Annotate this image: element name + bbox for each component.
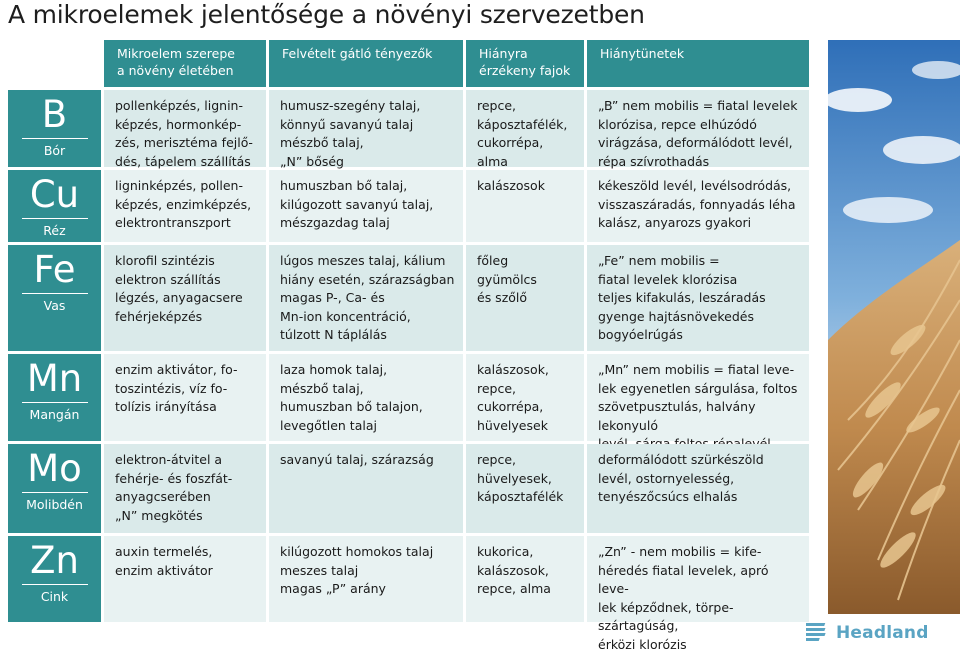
header-symptoms: Hiánytünetek xyxy=(587,40,809,87)
header-role: Mikroelem szerepe a növény életében xyxy=(104,40,266,87)
species-cell: kukorica, kalászosok, repce, alma xyxy=(466,536,584,622)
headland-logo-icon xyxy=(806,621,832,645)
species-cell: repce, káposztafélék, cukorrépa, alma xyxy=(466,90,584,167)
symptoms-cell: „Zn” - nem mobilis = kife- héredés fiatal levelek, apró leve- lek képződnek, törpe-szártagúság, érközi klorózis xyxy=(587,536,809,622)
element-symbol: Cu xyxy=(29,173,80,216)
element-symbol: Fe xyxy=(33,248,76,291)
inhibitors-cell: kilúgozott homokos talaj meszes talaj magas „P” arány xyxy=(269,536,463,622)
role-cell: enzim aktivátor, fo- toszintézis, víz fo- tolízis irányítása xyxy=(104,354,266,441)
role-cell: auxin termelés, enzim aktivátor xyxy=(104,536,266,622)
element-zinc xyxy=(8,536,101,622)
element-boron xyxy=(8,90,101,167)
element-symbol: Zn xyxy=(30,539,79,582)
symptoms-cell: deformálódott szürkészöld levél, ostornyelesség, tenyészőcsúcs elhalás xyxy=(587,444,809,533)
element-name: Réz xyxy=(43,223,66,238)
role-cell: pollenképzés, lignin- képzés, hormonkép- zés, merisztéma fejlő- dés, tápelem szállítás xyxy=(104,90,266,167)
divider xyxy=(22,402,88,403)
header-inhibitors: Felvételt gátló tényezők xyxy=(269,40,463,87)
inhibitors-cell: humusz-szegény talaj, könnyű savanyú talaj mészbő talaj, „N” bőség xyxy=(269,90,463,167)
symptoms-cell: „Mn” nem mobilis = fiatal leve- lek egyenetlen sárgulása, foltos szövetpusztulás, halvány lekonyuló xyxy=(587,354,809,441)
species-cell: főleg gyümölcs és szőlő xyxy=(466,245,584,351)
element-name: Vas xyxy=(43,298,66,313)
element-molybdenum xyxy=(8,444,101,533)
wheat-photo xyxy=(828,40,960,614)
header-corner xyxy=(8,40,101,87)
divider xyxy=(22,138,88,139)
element-iron xyxy=(8,245,101,351)
headland-logo xyxy=(806,621,929,645)
symptoms-cell: „B” nem mobilis = fiatal levelek klorózisa, repce elhúzódó virágzása, deformálódott levél, répa szívrothadás xyxy=(587,90,809,167)
element-name: Mangán xyxy=(29,407,80,422)
species-cell: repce, hüvelyesek, káposztafélék xyxy=(466,444,584,533)
element-symbol: Mn xyxy=(26,357,83,400)
species-cell: kalászosok xyxy=(466,170,584,242)
role-cell: elektron-átvitel a fehérje- és foszfát- anyagcserében „N” megkötés xyxy=(104,444,266,533)
element-copper xyxy=(8,170,101,242)
inhibitors-cell: savanyú talaj, szárazság xyxy=(269,444,463,533)
logo-text: Headland xyxy=(836,623,929,643)
header-species: Hiányra érzékeny fajok xyxy=(466,40,584,87)
wheat-illustration xyxy=(828,40,960,614)
element-name: Bór xyxy=(43,143,66,158)
element-symbol: Mo xyxy=(27,447,82,490)
inhibitors-cell: lúgos meszes talaj, kálium hiány esetén, szárazságban magas P-, Ca- és Mn-ion koncentráció, túlzott N táplálás xyxy=(269,245,463,351)
divider xyxy=(22,584,88,585)
element-name: Molibdén xyxy=(26,497,83,512)
element-symbol: B xyxy=(41,93,68,136)
divider xyxy=(22,218,88,219)
inhibitors-cell: humuszban bő talaj, kilúgozott savanyú talaj, mészgazdag talaj xyxy=(269,170,463,242)
role-cell: ligninképzés, pollen- képzés, enzimképzés, elektrontranszport xyxy=(104,170,266,242)
species-cell: kalászosok, repce, cukorrépa, hüvelyesek xyxy=(466,354,584,441)
divider xyxy=(22,492,88,493)
page-title: A mikroelemek jelentősége a növényi szervezetben xyxy=(8,0,645,29)
microelement-table xyxy=(8,40,809,652)
symptoms-cell: „Fe” nem mobilis = fiatal levelek klorózisa teljes kifakulás, leszáradás gyenge hajtásnövekedés bogyóelrúgás xyxy=(587,245,809,351)
element-name: Cink xyxy=(40,589,69,604)
divider xyxy=(22,293,88,294)
element-manganese xyxy=(8,354,101,441)
role-cell: klorofil szintézis elektron szállítás légzés, anyagacsere fehérjeképzés xyxy=(104,245,266,351)
symptoms-cell: kékeszöld levél, levélsodródás, visszaszáradás, fonnyadás léha kalász, anyarozs gyakori xyxy=(587,170,809,242)
inhibitors-cell: laza homok talaj, mészbő talaj, humuszban bő talajon, levegőtlen talaj xyxy=(269,354,463,441)
